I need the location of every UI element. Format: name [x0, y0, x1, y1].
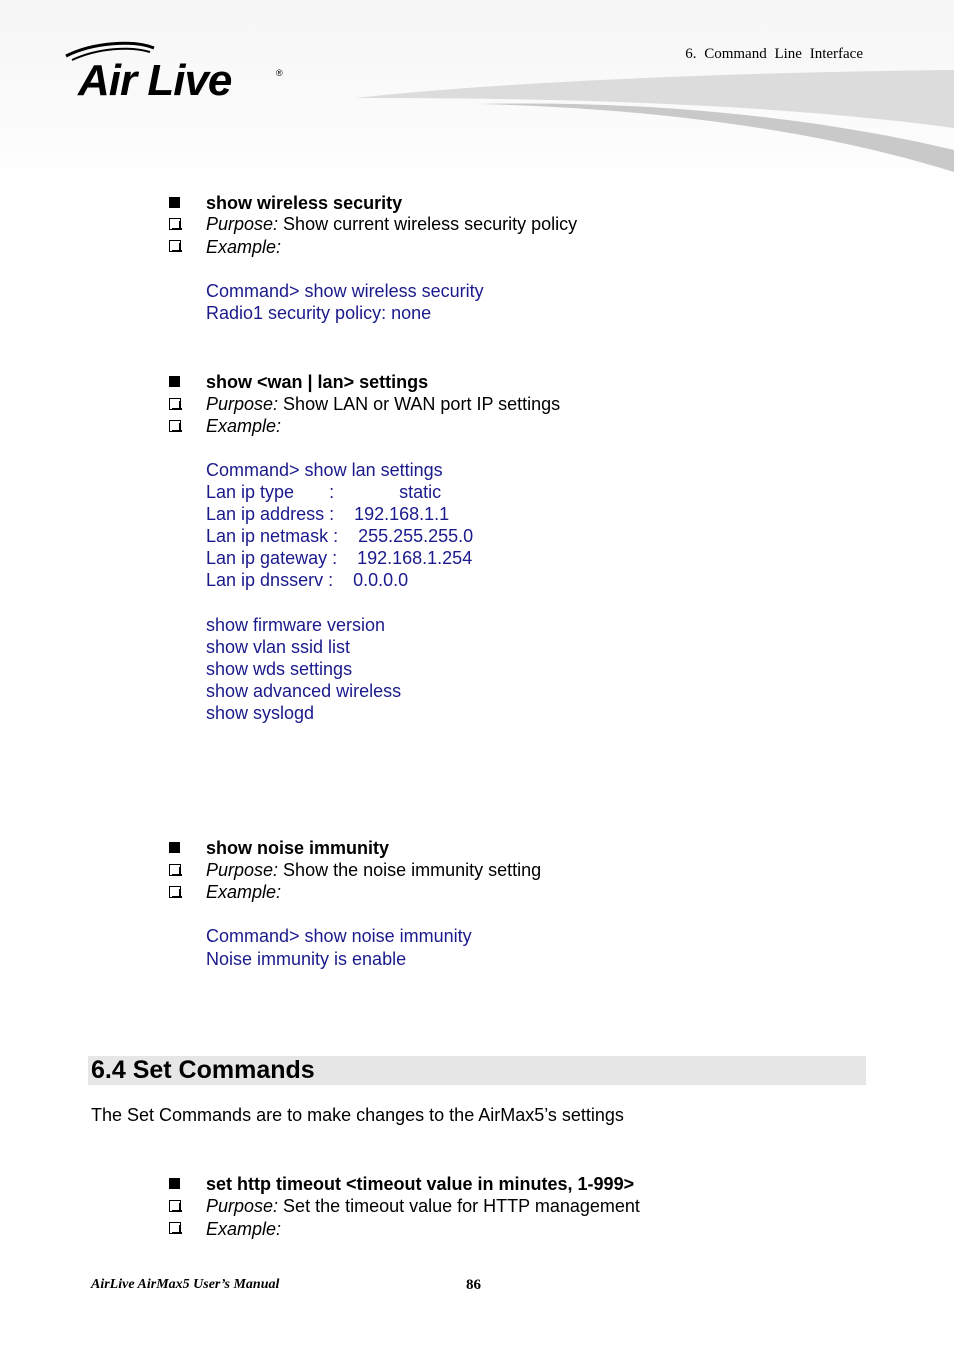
chapter-title: 6. Command Line Interface [685, 46, 863, 62]
code-line: show firmware version [206, 615, 386, 635]
footer-page-number: 86 [466, 1277, 481, 1293]
code-line: Lan ip address : 192.168.1.1 [206, 504, 450, 524]
purpose-text: Show the noise immunity setting [278, 860, 542, 880]
section-intro: The Set Commands are to make changes to the AirMax5’s settings [91, 1105, 624, 1125]
purpose-label: Purpose: [206, 394, 279, 414]
code-line: show syslogd [206, 703, 315, 723]
checkbox-bullet-icon [169, 420, 181, 432]
purpose-text: Set the timeout value for HTTP management [278, 1196, 640, 1216]
section-bullet-icon [169, 842, 180, 853]
code-line: Lan ip dnsserv : 0.0.0.0 [206, 570, 409, 590]
purpose-line [206, 1195, 640, 1217]
footer-manual-title: AirLive AirMax5 User’s Manual [91, 1277, 280, 1292]
checkbox-bullet-icon [169, 240, 181, 252]
logo-registered-mark: ® [276, 68, 283, 78]
code-line: show wds settings [206, 659, 353, 679]
code-line: Command> show wireless security [206, 281, 484, 301]
purpose-text: Show current wireless security policy [278, 214, 578, 234]
checkbox-bullet-icon [169, 1222, 181, 1234]
checkbox-bullet-icon [169, 864, 181, 876]
purpose-label: Purpose: [206, 1196, 279, 1216]
code-line: Command> show noise immunity [206, 926, 472, 946]
code-line: Noise immunity is enable [206, 949, 407, 969]
purpose-text: Show LAN or WAN port IP settings [278, 394, 561, 414]
code-line: show vlan ssid list [206, 637, 351, 657]
command-title: show noise immunity [206, 838, 390, 858]
checkbox-bullet-icon [169, 398, 181, 410]
example-label: Example: [206, 237, 282, 257]
code-line: Lan ip gateway : 192.168.1.254 [206, 548, 473, 568]
code-line: show advanced wireless [206, 681, 402, 701]
purpose-line [206, 213, 577, 235]
logo-text: Air Live [78, 56, 232, 105]
example-label: Example: [206, 416, 282, 436]
example-label: Example: [206, 882, 282, 902]
command-title: set http timeout <timeout value in minutes, 1-999> [206, 1174, 635, 1194]
command-title: show wireless security [206, 193, 403, 213]
code-line: Command> show lan settings [206, 460, 443, 480]
section-bullet-icon [169, 197, 180, 208]
code-line: Lan ip type : static [206, 482, 442, 502]
section-heading: 6.4 Set Commands [91, 1056, 315, 1084]
example-label: Example: [206, 1219, 282, 1239]
purpose-label: Purpose: [206, 860, 279, 880]
checkbox-bullet-icon [169, 218, 181, 230]
purpose-label: Purpose: [206, 214, 279, 234]
checkbox-bullet-icon [169, 1200, 181, 1212]
code-line: Radio1 security policy: none [206, 303, 432, 323]
purpose-line [206, 859, 541, 881]
purpose-line [206, 393, 560, 415]
checkbox-bullet-icon [169, 886, 181, 898]
section-bullet-icon [169, 1178, 180, 1189]
airlive-logo [62, 40, 292, 106]
command-title: show <wan | lan> settings [206, 372, 429, 392]
section-bullet-icon [169, 376, 180, 387]
code-line: Lan ip netmask : 255.255.255.0 [206, 526, 474, 546]
